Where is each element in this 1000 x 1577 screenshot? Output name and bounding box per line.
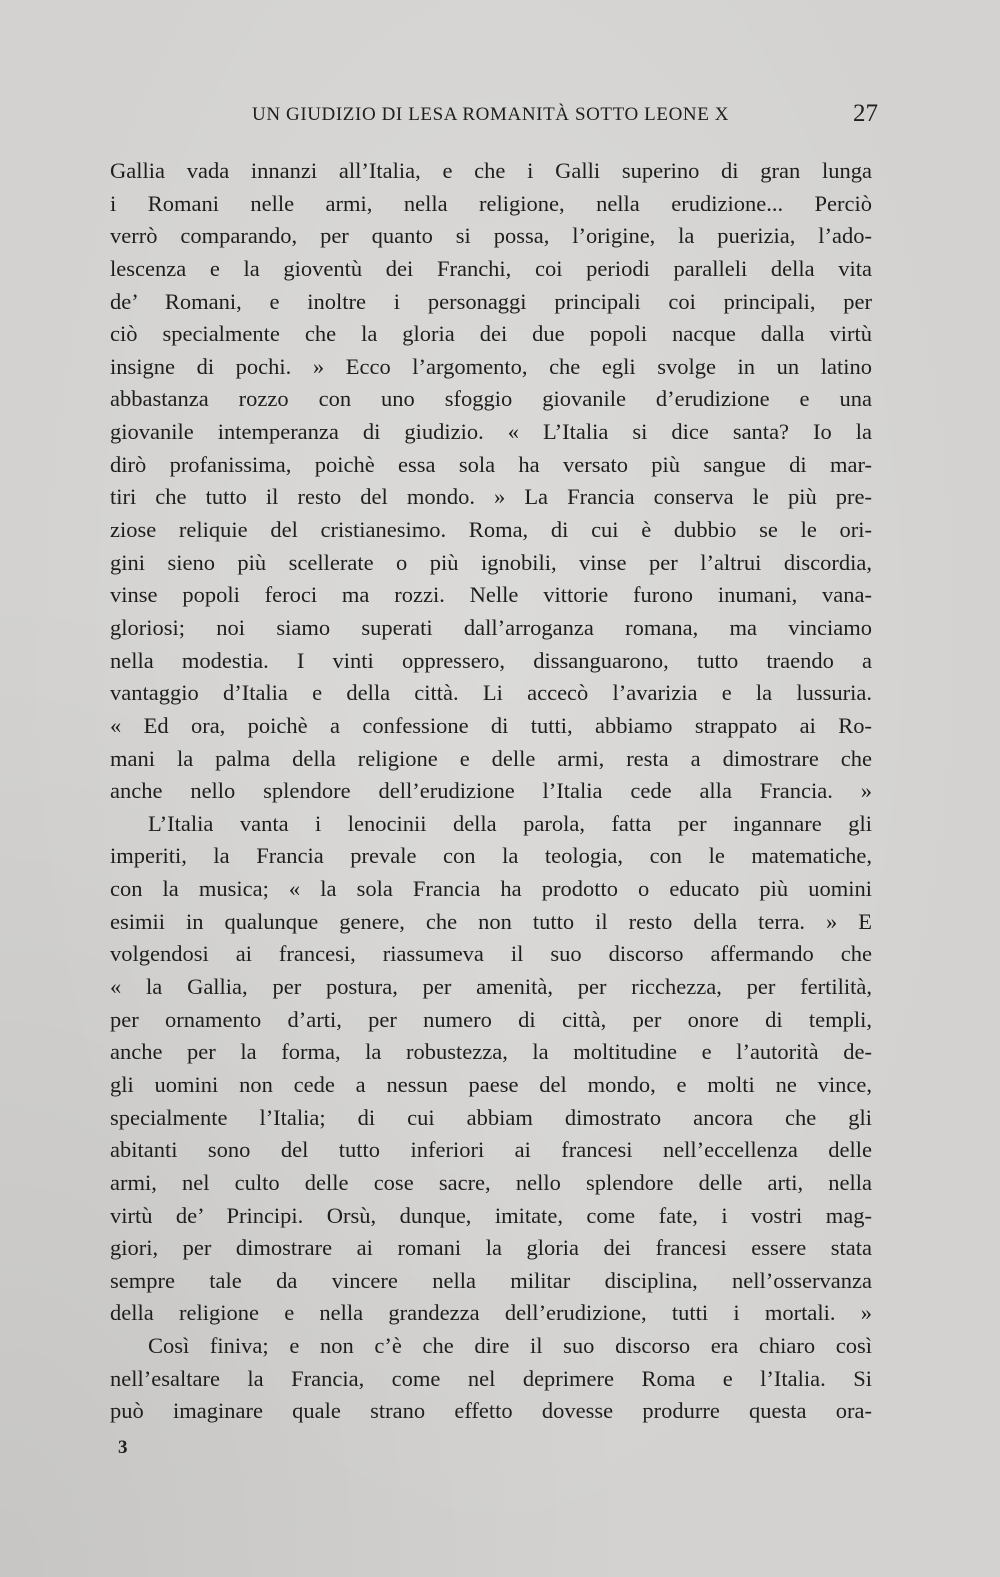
running-title: UN GIUDIZIO DI LESA ROMANITÀ SOTTO LEONE X [252, 104, 730, 125]
text-line: abitanti sono del tutto inferiori ai francesi nell’eccellenza delle [110, 1137, 872, 1163]
text-line: gloriosi; noi siamo superati dall’arroganza romana, ma vinciamo [110, 614, 872, 640]
text-line: de’ Romani, e inoltre i personaggi principali coi principali, per [110, 288, 872, 314]
text-line: vantaggio d’Italia e della città. Li accecò l’avarizia e la lussuria. [110, 680, 872, 706]
text-line: verrò comparando, per quanto si possa, l’origine, la puerizia, l’ado- [110, 223, 872, 249]
text-line: Così finiva; e non c’è che dire il suo discorso era chiaro così [148, 1333, 872, 1359]
text-line: anche nello splendore dell’erudizione l’Italia cede alla Francia. » [110, 778, 872, 804]
text-line: per ornamento d’arti, per numero di città, per onore di templi, [110, 1006, 872, 1032]
text-line: mani la palma della religione e delle armi, resta a dimostrare che [110, 745, 872, 771]
text-line: Gallia vada innanzi all’Italia, e che i Galli superino di gran lunga [110, 158, 872, 183]
text-line: imperiti, la Francia prevale con la teologia, con le matematiche, [110, 843, 872, 869]
text-line: giovanile intemperanza di giudizio. « L’Italia si dice santa? Io la [110, 419, 872, 445]
text-line: L’Italia vanta i lenocinii della parola, fatta per ingannare gli [148, 810, 872, 836]
text-line: esimii in qualunque genere, che non tutto il resto della terra. » E [110, 908, 872, 934]
text-line: con la musica; « la sola Francia ha prodotto o educato più uomini [110, 876, 872, 902]
text-line: « Ed ora, poichè a confessione di tutti, abbiamo strappato ai Ro- [110, 712, 872, 738]
text-line: ciò specialmente che la gloria dei due popoli nacque dalla virtù [110, 321, 872, 347]
text-line: ziose reliquie del cristianesimo. Roma, di cui è dubbio se le ori- [110, 517, 872, 543]
text-line: nell’esaltare la Francia, come nel deprimere Roma e l’Italia. Si [110, 1365, 872, 1391]
text-line: nella modestia. I vinti oppressero, dissanguarono, tutto traendo a [110, 647, 872, 673]
text-line: anche per la forma, la robustezza, la moltitudine e l’autorità de- [110, 1039, 872, 1065]
text-line: specialmente l’Italia; di cui abbiam dimostrato ancora che gli [110, 1104, 872, 1130]
text-line: lescenza e la gioventù dei Franchi, coi periodi paralleli della vita [110, 255, 872, 281]
text-line: giori, per dimostrare ai romani la gloria dei francesi essere stata [110, 1235, 872, 1261]
text-line: « la Gallia, per postura, per amenità, per ricchezza, per fertilità, [110, 974, 872, 1000]
text-line: dirò profanissima, poichè essa sola ha versato più sangue di mar- [110, 451, 872, 477]
text-line: abbastanza rozzo con uno sfoggio giovanile d’erudizione e una [110, 386, 872, 412]
text-line: insigne di pochi. » Ecco l’argomento, che egli svolge in un latino [110, 353, 872, 379]
body-text [110, 155, 872, 1428]
text-line: sempre tale da vincere nella militar disciplina, nell’osservanza [110, 1267, 872, 1293]
text-line: vinse popoli feroci ma rozzi. Nelle vittorie furono inumani, vana- [110, 582, 872, 608]
text-line: armi, nel culto delle cose sacre, nello splendore delle arti, nella [110, 1169, 872, 1195]
text-line: gini sieno più scellerate o più ignobili, vinse per l’altrui discordia, [110, 549, 872, 575]
running-head [110, 100, 880, 132]
text-line: della religione e nella grandezza dell’erudizione, tutti i mortali. » [110, 1300, 872, 1326]
text-line: volgendosi ai francesi, riassumeva il suo discorso affermando che [110, 941, 872, 967]
text-line: virtù de’ Principi. Orsù, dunque, imitate, come fate, i vostri mag- [110, 1202, 872, 1228]
text-line: i Romani nelle armi, nella religione, nella erudizione... Perciò [110, 190, 872, 216]
page-number: 27 [853, 100, 878, 127]
text-line: gli uomini non cede a nessun paese del mondo, e molti ne vince, [110, 1071, 872, 1097]
text-line: può imaginare quale strano effetto dovesse produrre questa ora- [110, 1398, 872, 1424]
text-line: tiri che tutto il resto del mondo. » La Francia conserva le più pre- [110, 484, 872, 510]
signature-mark: 3 [118, 1437, 128, 1458]
